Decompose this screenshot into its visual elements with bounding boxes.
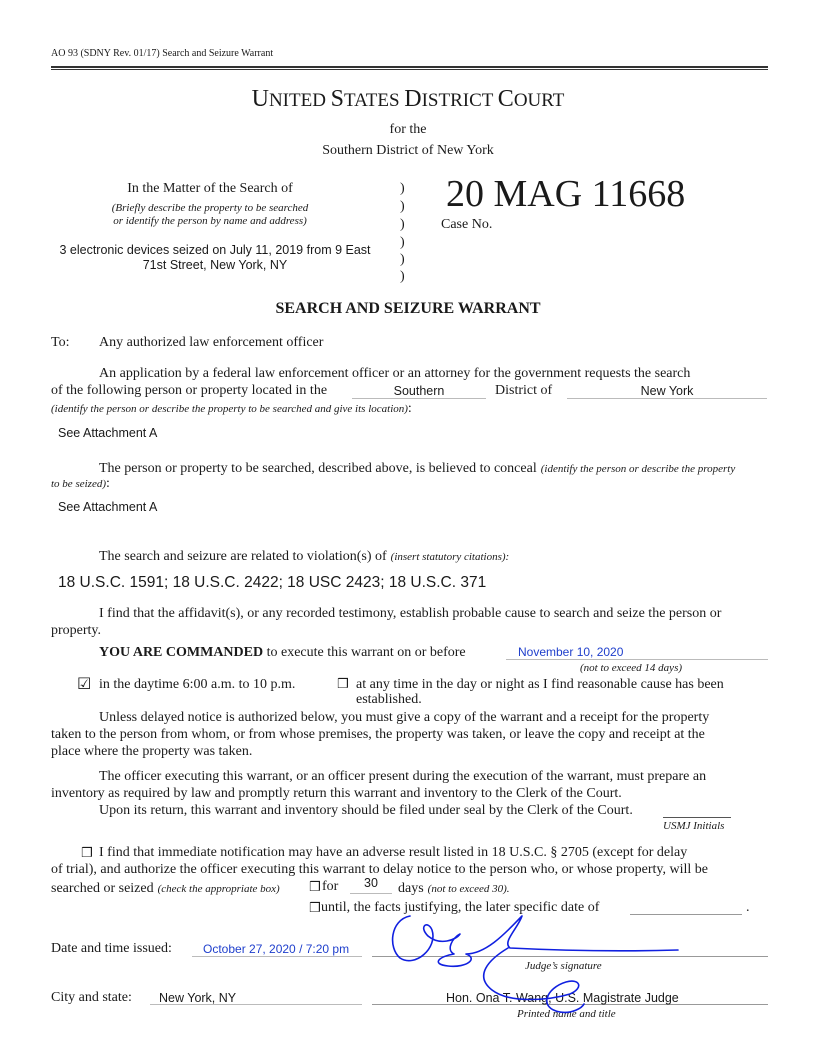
delay-days-field[interactable]: 30 — [364, 876, 378, 890]
application-hint: (identify the person or describe the property to be searched and give its location): — [51, 401, 412, 416]
delay-days-label: days (not to exceed 30). — [398, 881, 510, 896]
city-state-field[interactable]: New York, NY — [159, 991, 237, 1005]
application-line-1: An application by a federal law enforcement officer or an attorney for the government requests the search — [99, 366, 691, 381]
matter-description-2: 71st Street, New York, NY — [142, 258, 288, 272]
case-label: Case No. — [441, 217, 493, 232]
header-rule-bottom — [51, 69, 768, 70]
commanded-line: YOU ARE COMMANDED to execute this warrant on or before — [99, 645, 466, 660]
date-issued-field-line — [192, 956, 362, 957]
date-issued-field[interactable]: October 27, 2020 / 7:20 pm — [203, 942, 350, 956]
bracket: ) — [400, 269, 405, 284]
case-number: 20 MAG 11668 — [446, 173, 686, 215]
initials-label: USMJ Initials — [663, 820, 725, 832]
affidavit-line-1: I find that the affidavit(s), or any recorded testimony, establish probable cause to search and seize the person or — [99, 606, 722, 621]
statutes-value[interactable]: 18 U.S.C. 1591; 18 U.S.C. 2422; 18 USC 2423; 18 U.S.C. 371 — [58, 574, 487, 591]
printed-name-label: Printed name and title — [517, 1008, 616, 1020]
deadline-field-line — [506, 659, 768, 660]
seized-property-value[interactable]: See Attachment A — [58, 500, 158, 514]
header-rule-top — [51, 66, 768, 68]
conceal-line-2: to be seized): — [51, 476, 110, 491]
bracket: ) — [400, 235, 405, 250]
city-state-label: City and state: — [51, 990, 132, 1005]
printed-name-field[interactable]: Hon. Ona T. Wang, U.S. Magistrate Judge — [446, 991, 679, 1005]
court-district: Southern District of New York — [322, 143, 494, 158]
court-title: UNITED STATES DISTRICT COURT — [251, 86, 565, 112]
matter-heading: In the Matter of the Search of — [127, 181, 293, 196]
search-property-value[interactable]: See Attachment A — [58, 426, 158, 440]
matter-description-1: 3 electronic devices seized on July 11, 2019 from 9 East — [59, 243, 371, 257]
bracket: ) — [400, 181, 405, 196]
matter-hint-1: (Briefly describe the property to be searched — [111, 202, 309, 214]
notice-line-3: place where the property was taken. — [51, 744, 253, 759]
daytime-label: in the daytime 6:00 a.m. to 10 p.m. — [99, 677, 296, 692]
bracket: ) — [400, 217, 405, 232]
bracket: ) — [400, 252, 405, 267]
daytime-checkbox[interactable]: ☑ — [77, 674, 92, 693]
deadline-field[interactable]: November 10, 2020 — [518, 645, 624, 659]
initials-field[interactable] — [663, 817, 731, 818]
anytime-label-1: at any time in the day or night as I find reasonable cause has been — [356, 677, 724, 692]
delay-until-period: . — [746, 900, 750, 915]
date-issued-label: Date and time issued: — [51, 941, 172, 956]
judge-signature — [370, 908, 690, 1020]
affidavit-line-2: property. — [51, 623, 102, 638]
warrant-title: SEARCH AND SEIZURE WARRANT — [275, 300, 541, 317]
form-id: AO 93 (SDNY Rev. 01/17) Search and Seizure Warrant — [51, 48, 274, 59]
district-field[interactable]: Southern — [393, 384, 445, 398]
matter-hint-2: or identify the person by name and address) — [113, 215, 307, 227]
state-field-line — [567, 398, 767, 399]
district-field-line — [352, 398, 486, 399]
for-the: for the — [389, 122, 427, 137]
delay-days-field-line — [350, 893, 392, 894]
delay-line-3: searched or seized (check the appropriate box) — [51, 881, 280, 896]
to-text: Any authorized law enforcement officer — [99, 335, 324, 350]
delay-line-1: I find that immediate notification may have an adverse result listed in 18 U.S.C. § 2705 (except for delay — [99, 845, 688, 860]
deadline-hint: (not to exceed 14 days) — [580, 662, 683, 674]
notice-line-1: Unless delayed notice is authorized below, you must give a copy of the warrant and a receipt for the property — [99, 710, 710, 725]
application-line-2: of the following person or property located in the — [51, 383, 328, 398]
inventory-line-3: Upon its return, this warrant and inventory should be filed under seal by the Clerk of the Court. — [99, 803, 633, 818]
inventory-line-1: The officer executing this warrant, or an officer present during the execution of the warrant, must prepare an — [99, 769, 707, 784]
anytime-checkbox[interactable]: ❒ — [337, 677, 349, 692]
anytime-label-2: established. — [356, 692, 422, 707]
to-label: To: — [51, 335, 70, 350]
delay-line-2: of trial), and authorize the officer executing this warrant to delay notice to the person who, or whose property, will be — [51, 862, 709, 877]
state-field[interactable]: New York — [640, 384, 694, 398]
delay-until-checkbox[interactable]: ❒ — [309, 901, 321, 916]
delay-for-label: for — [322, 879, 339, 894]
bracket: ) — [400, 199, 405, 214]
notice-line-2: taken to the person from whom, or from whose premises, the property was taken, or leave the copy and receipt at the — [51, 727, 705, 742]
conceal-line-1: The person or property to be searched, described above, is believed to conceal (identify the person or describe the property — [99, 461, 736, 476]
violation-line: The search and seizure are related to violation(s) of (insert statutory citations): — [99, 549, 510, 564]
judge-signature-label: Judge’s signature — [525, 960, 602, 972]
district-of-label: District of — [495, 383, 553, 398]
delay-checkbox[interactable]: ❒ — [81, 846, 93, 861]
inventory-line-2: inventory as required by law and promptly return this warrant and inventory to the Clerk of the Court. — [51, 786, 622, 801]
delay-until-label: until, the facts justifying, the later specific date of — [321, 900, 600, 915]
delay-days-checkbox[interactable]: ❒ — [309, 880, 321, 895]
